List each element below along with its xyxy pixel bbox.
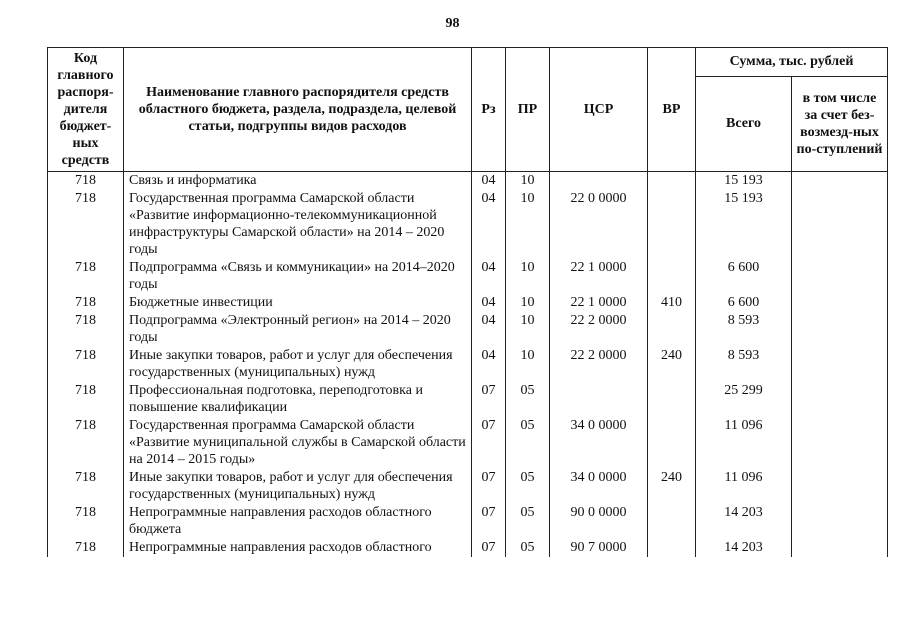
cell-total: 14 203 — [696, 539, 792, 557]
header-code: Код главного распоря-дителя бюджет-ных средств — [48, 48, 124, 172]
cell-rz: 07 — [472, 539, 506, 557]
table-row — [48, 382, 888, 417]
cell-name: Государственная программа Самарской области «Развитие информационно-телекоммуникационной инфраструктуры Самарской области» на 2014 – 2020 годы — [124, 190, 472, 259]
table-row — [48, 539, 888, 557]
cell-rz: 04 — [472, 259, 506, 294]
cell-code: 718 — [48, 469, 124, 504]
cell-code: 718 — [48, 294, 124, 312]
cell-total: 25 299 — [696, 382, 792, 417]
cell-csr: 22 2 0000 — [550, 347, 648, 382]
cell-name: Связь и информатика — [124, 172, 472, 191]
cell-vr — [648, 312, 696, 347]
cell-name: Подпрограмма «Электронный регион» на 2014 – 2020 годы — [124, 312, 472, 347]
cell-total: 6 600 — [696, 259, 792, 294]
cell-total: 11 096 — [696, 469, 792, 504]
cell-code: 718 — [48, 259, 124, 294]
cell-free — [792, 294, 888, 312]
cell-code: 718 — [48, 382, 124, 417]
cell-vr — [648, 539, 696, 557]
cell-code: 718 — [48, 539, 124, 557]
table-row — [48, 417, 888, 469]
cell-csr: 22 0 0000 — [550, 190, 648, 259]
cell-pr: 05 — [506, 382, 550, 417]
cell-free — [792, 504, 888, 539]
cell-pr: 10 — [506, 190, 550, 259]
cell-rz: 04 — [472, 294, 506, 312]
cell-free — [792, 312, 888, 347]
cell-free — [792, 172, 888, 191]
cell-csr — [550, 172, 648, 191]
cell-total: 15 193 — [696, 172, 792, 191]
table-row — [48, 190, 888, 259]
cell-csr — [550, 382, 648, 417]
cell-csr: 22 2 0000 — [550, 312, 648, 347]
cell-csr: 22 1 0000 — [550, 259, 648, 294]
cell-csr: 34 0 0000 — [550, 469, 648, 504]
table-row — [48, 347, 888, 382]
table-row — [48, 172, 888, 191]
cell-total: 8 593 — [696, 312, 792, 347]
cell-name: Иные закупки товаров, работ и услуг для обеспечения государственных (муниципальных) нужд — [124, 347, 472, 382]
cell-total: 15 193 — [696, 190, 792, 259]
cell-csr: 22 1 0000 — [550, 294, 648, 312]
cell-name: Иные закупки товаров, работ и услуг для обеспечения государственных (муниципальных) нужд — [124, 469, 472, 504]
cell-pr: 10 — [506, 294, 550, 312]
cell-free — [792, 417, 888, 469]
cell-name: Профессиональная подготовка, переподготовка и повышение квалификации — [124, 382, 472, 417]
cell-total: 6 600 — [696, 294, 792, 312]
cell-vr — [648, 504, 696, 539]
cell-csr: 90 0 0000 — [550, 504, 648, 539]
table-row — [48, 294, 888, 312]
cell-name: Непрограммные направления расходов областного — [124, 539, 472, 557]
table-row — [48, 469, 888, 504]
cell-free — [792, 190, 888, 259]
cell-csr: 90 7 0000 — [550, 539, 648, 557]
cell-total: 8 593 — [696, 347, 792, 382]
cell-free — [792, 469, 888, 504]
cell-pr: 05 — [506, 417, 550, 469]
cell-vr — [648, 190, 696, 259]
cell-pr: 10 — [506, 259, 550, 294]
cell-vr: 410 — [648, 294, 696, 312]
table-row — [48, 312, 888, 347]
table-header — [48, 48, 888, 172]
header-free: в том числе за счет без-возмезд-ных по-ступлений — [792, 76, 888, 171]
cell-code: 718 — [48, 417, 124, 469]
cell-free — [792, 347, 888, 382]
header-sum: Сумма, тыс. рублей — [696, 48, 888, 77]
cell-vr: 240 — [648, 347, 696, 382]
cell-vr — [648, 172, 696, 191]
header-name: Наименование главного распорядителя средств областного бюджета, раздела, подраздела, целевой статьи, подгруппы видов расходов — [124, 48, 472, 172]
table-row — [48, 504, 888, 539]
cell-name: Подпрограмма «Связь и коммуникации» на 2014–2020 годы — [124, 259, 472, 294]
cell-pr: 05 — [506, 539, 550, 557]
cell-free — [792, 259, 888, 294]
header-vr: ВР — [648, 48, 696, 172]
header-rz: Рз — [472, 48, 506, 172]
cell-name: Непрограммные направления расходов областного бюджета — [124, 504, 472, 539]
cell-rz: 07 — [472, 382, 506, 417]
cell-pr: 10 — [506, 347, 550, 382]
header-csr: ЦСР — [550, 48, 648, 172]
cell-csr: 34 0 0000 — [550, 417, 648, 469]
cell-vr — [648, 417, 696, 469]
header-total: Всего — [696, 76, 792, 171]
cell-name: Бюджетные инвестиции — [124, 294, 472, 312]
budget-table — [47, 47, 888, 557]
cell-code: 718 — [48, 504, 124, 539]
cell-code: 718 — [48, 312, 124, 347]
cell-free — [792, 382, 888, 417]
cell-rz: 07 — [472, 469, 506, 504]
cell-rz: 04 — [472, 190, 506, 259]
cell-total: 14 203 — [696, 504, 792, 539]
cell-rz: 07 — [472, 504, 506, 539]
header-pr: ПР — [506, 48, 550, 172]
cell-pr: 10 — [506, 172, 550, 191]
cell-rz: 04 — [472, 347, 506, 382]
cell-name: Государственная программа Самарской области «Развитие муниципальной службы в Самарской области на 2014 – 2015 годы» — [124, 417, 472, 469]
cell-code: 718 — [48, 347, 124, 382]
cell-free — [792, 539, 888, 557]
table-body — [48, 172, 888, 558]
cell-code: 718 — [48, 190, 124, 259]
cell-pr: 05 — [506, 469, 550, 504]
cell-vr: 240 — [648, 469, 696, 504]
cell-total: 11 096 — [696, 417, 792, 469]
page-number: 98 — [445, 16, 460, 31]
cell-pr: 10 — [506, 312, 550, 347]
cell-vr — [648, 259, 696, 294]
cell-rz: 07 — [472, 417, 506, 469]
table-row — [48, 259, 888, 294]
cell-rz: 04 — [472, 312, 506, 347]
cell-pr: 05 — [506, 504, 550, 539]
cell-vr — [648, 382, 696, 417]
cell-rz: 04 — [472, 172, 506, 191]
cell-code: 718 — [48, 172, 124, 191]
